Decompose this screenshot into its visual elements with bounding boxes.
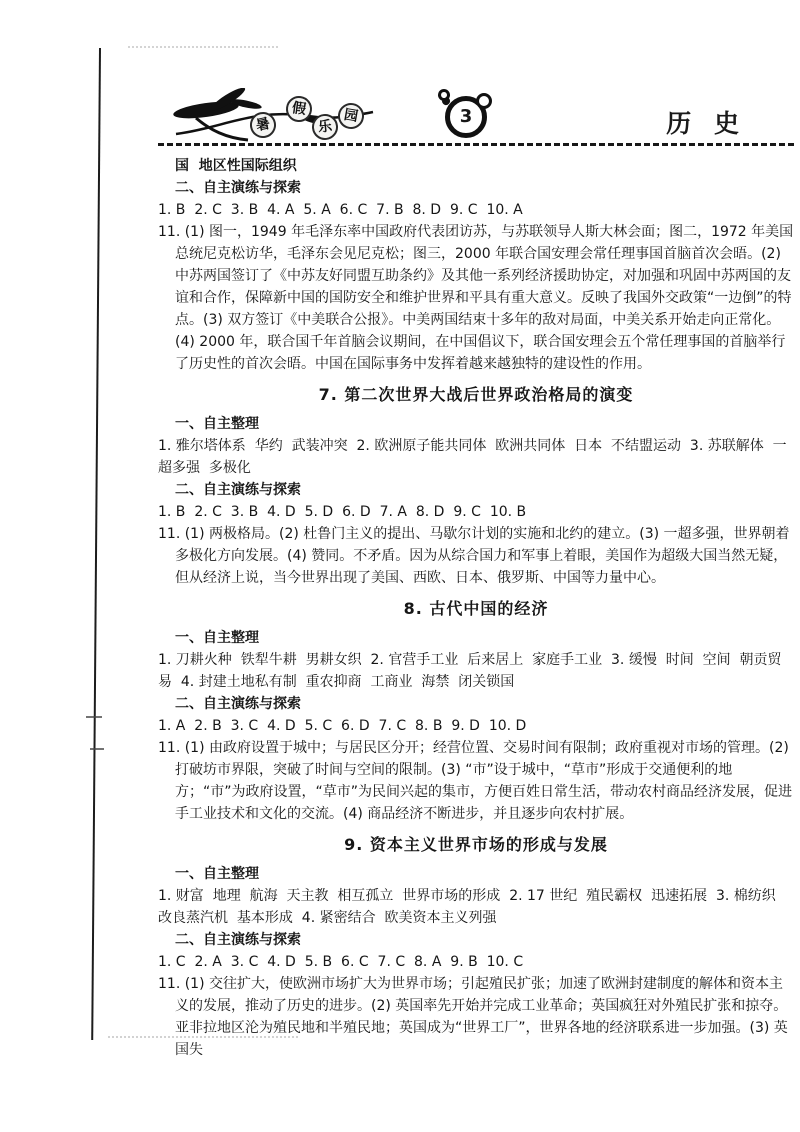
section-title: 7. 第二次世界大战后世界政治格局的演变 bbox=[318, 385, 634, 404]
exercise-section-header: 二、自主演练与探索 bbox=[175, 180, 301, 196]
scan-edge-line bbox=[91, 48, 101, 1040]
answer-key-content bbox=[158, 155, 794, 1061]
review-section-header: 一、自主整理 bbox=[175, 416, 259, 432]
page-number-badge: 3 bbox=[445, 96, 487, 138]
logo-char: 乐 bbox=[311, 113, 340, 142]
fill-in-answers: 1. 财富 地理 航海 天主教 相互孤立 世界市场的形成 2. 17 世纪 殖民霸权 迅速拓展 3. 棉纺织 改良蒸汽机 基本形成 4. 紧密结合 欧美资本主义列强 bbox=[158, 888, 785, 926]
section-title: 8. 古代中国的经济 bbox=[403, 599, 549, 618]
question-11-answer: 11. (1) 由政府设置于城中；与居民区分开；经营位置、交易时间有限制；政府重视对市场的管理。(2) 打破坊市界限，突破了时间与空间的限制。(3) “市”设于城中，“草市”形成于交通便利的地方；“市”为政府设置，“草市”为民间兴起的集市，方便百姓日常生活，带动农村商品经济发展，促进手工业技术和文化的交流。(4) 商品经济不断进步，并且逐步向农村扩展。 bbox=[158, 740, 794, 822]
question-11-answer: 11. (1) 图一，1949 年毛泽东率中国政府代表团访苏，与苏联领导人斯大林会面；图二，1972 年美国总统尼克松访华，毛泽东会见尼克松；图三，2000 年联合国安理会常任理事国首脑首次会晤。(2) 中苏两国签订了《中苏友好同盟互助条约》及其他一系列经济援助协定，对加强和巩固中苏两国的友谊和合作，保障新中国的国防安全和维护世界和平具有重大意义。反映了我国外交政策“一边倒”的特点。(3) 双方签订《中美联合公报》。中美两国结束十多年的敌对局面，中美关系开始走向正常化。(4) 2000 年，联合国千年首脑会议期间，在中国倡议下，联合国安理会五个常任理事国的首脑举行了历史性的首次会晤。中国在国际事务中发挥着越来越独特的建设性的作用。 bbox=[158, 224, 794, 372]
subject-title: 历 史 bbox=[666, 109, 746, 138]
logo-char: 假 bbox=[284, 94, 313, 123]
scan-artifact bbox=[90, 748, 104, 750]
question-11-answer: 11. (1) 交往扩大，使欧洲市场扩大为世界市场；引起殖民扩张；加速了欧洲封建制度的解体和资本主义的发展，推动了历史的进步。(2) 英国率先开始并完成工业革命；英国疯狂对外殖民扩张和掠夺。亚非拉地区沦为殖民地和半殖民地；英国成为“世界工厂”，世界各地的经济联系进一步加强。(3) 英国失 bbox=[158, 976, 788, 1058]
answer-key-line: 1. A 2. B 3. C 4. D 5. C 6. D 7. C 8. B 9. D 10. D bbox=[158, 718, 527, 734]
fill-in-answers: 1. 雅尔塔体系 华约 武装冲突 2. 欧洲原子能共同体 欧洲共同体 日本 不结盟运动 3. 苏联解体 一超多强 多极化 bbox=[158, 438, 787, 476]
continued-fill-answer: 国 地区性国际组织 bbox=[175, 158, 297, 174]
logo-char: 暑 bbox=[248, 110, 279, 141]
question-11-answer: 11. (1) 两极格局。(2) 杜鲁门主义的提出、马歇尔计划的实施和北约的建立。(3) 一超多强，世界朝着多极化方向发展。(4) 赞同。不矛盾。因为从综合国力和军事上着眼，美国作为超级大国当然无疑，但从经济上说，当今世界出现了美国、西欧、日本、俄罗斯、中国等力量中心。 bbox=[158, 526, 790, 586]
fill-in-answers: 1. 刀耕火种 铁犁牛耕 男耕女织 2. 官营手工业 后来居上 家庭手工业 3. 缓慢 时间 空间 朝贡贸易 4. 封建土地私有制 重农抑商 工商业 海禁 闭关锁国 bbox=[158, 652, 782, 690]
header-divider bbox=[158, 143, 794, 146]
scan-artifact bbox=[128, 46, 278, 48]
page-header bbox=[158, 88, 794, 143]
logo-char: 园 bbox=[336, 101, 366, 131]
section-title: 9. 资本主义世界市场的形成与发展 bbox=[344, 835, 608, 854]
review-section-header: 一、自主整理 bbox=[175, 630, 259, 646]
scan-artifact bbox=[86, 716, 102, 718]
answer-key-line: 1. B 2. C 3. B 4. A 5. A 6. C 7. B 8. D 9. C 10. A bbox=[158, 202, 523, 218]
review-section-header: 一、自主整理 bbox=[175, 866, 259, 882]
exercise-section-header: 二、自主演练与探索 bbox=[175, 482, 301, 498]
workbook-logo bbox=[158, 88, 388, 143]
answer-key-line: 1. B 2. C 3. B 4. D 5. D 6. D 7. A 8. D 9. C 10. B bbox=[158, 504, 527, 520]
exercise-section-header: 二、自主演练与探索 bbox=[175, 932, 301, 948]
exercise-section-header: 二、自主演练与探索 bbox=[175, 696, 301, 712]
workbook-page bbox=[158, 88, 794, 1061]
answer-key-line: 1. C 2. A 3. C 4. D 5. B 6. C 7. C 8. A 9. B 10. C bbox=[158, 954, 524, 970]
